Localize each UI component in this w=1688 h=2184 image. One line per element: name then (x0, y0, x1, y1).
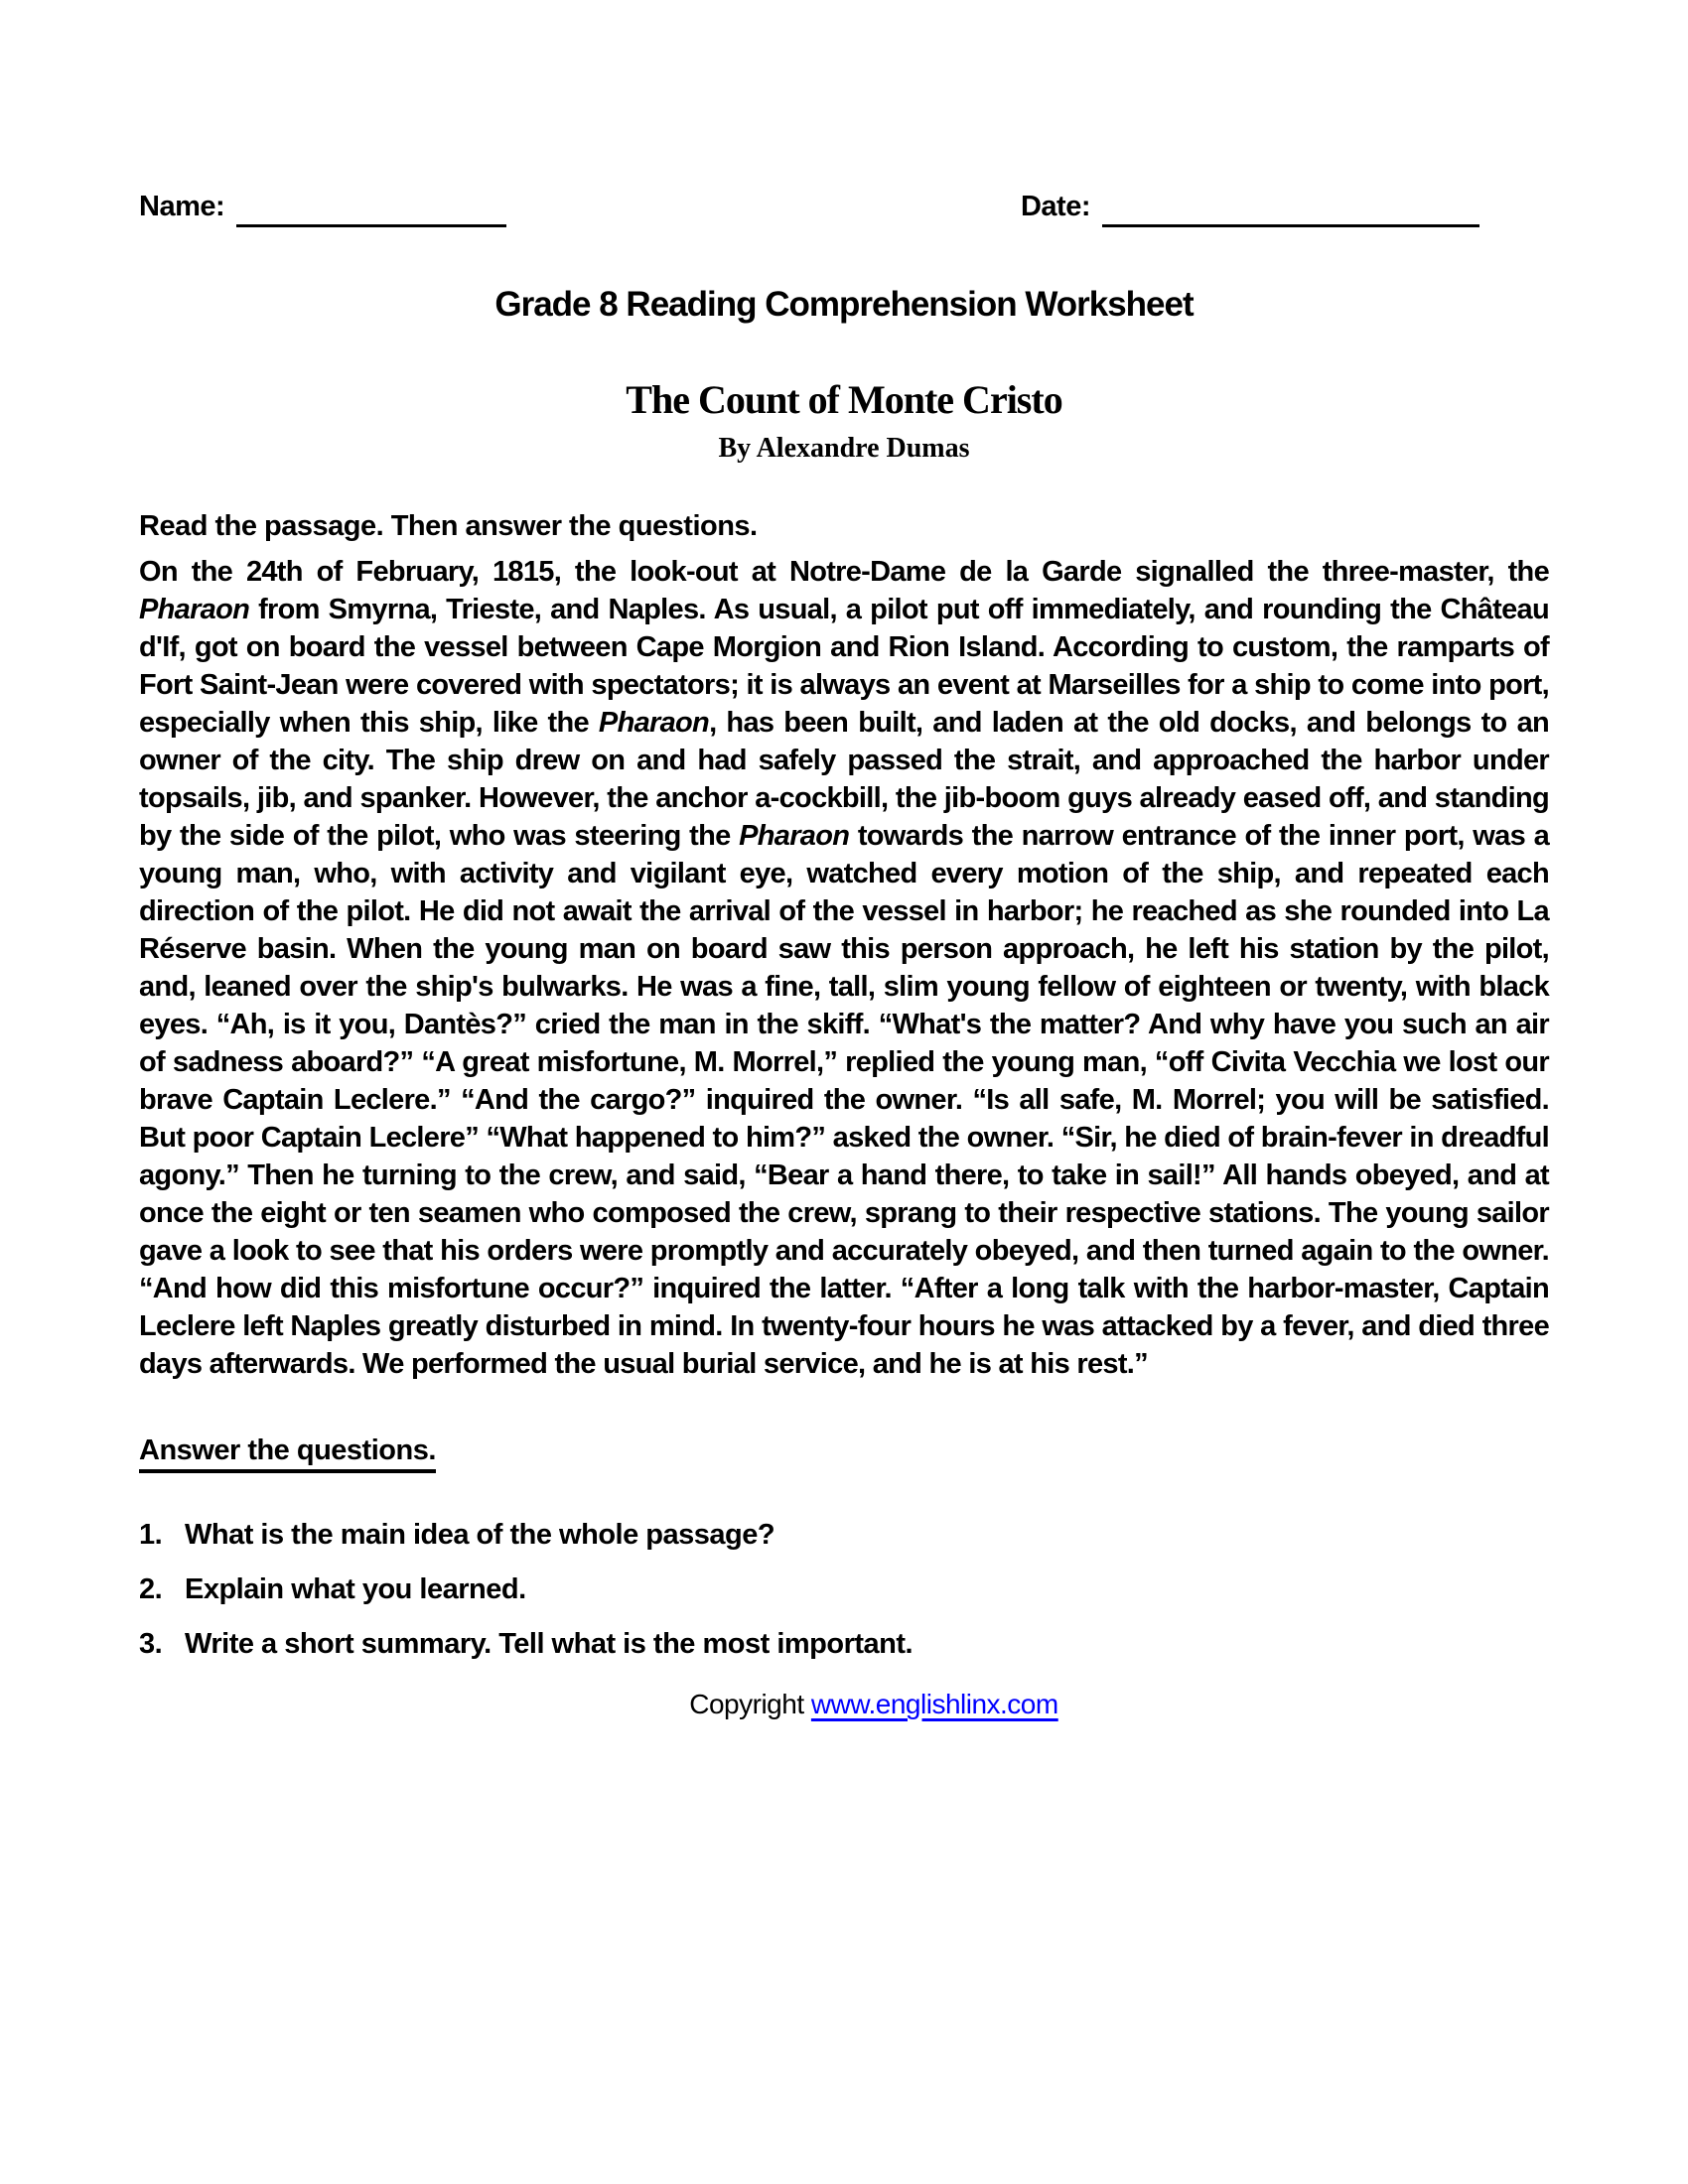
question-number: 2. (139, 1573, 163, 1605)
name-label: Name: (139, 191, 225, 222)
date-label: Date: (1020, 191, 1090, 222)
question-number: 3. (139, 1628, 163, 1660)
question-item (139, 1517, 1549, 1554)
name-blank-line (236, 191, 506, 227)
answer-questions-heading: Answer the questions. (139, 1434, 1549, 1473)
question-number: 1. (139, 1519, 163, 1551)
passage-text: On the 24th of February, 1815, the look-out at Notre-Dame de la Garde signalled the three-master, the Pharaon from Smyrna, Trieste, and Naples. As usual, a pilot put off immediately, and rounding the Château d'If, got on board the vessel between Cape Morgion and Rion Island. According to custom, the ramparts of Fort Saint-Jean were covered with spectators; it is always an event at Marseilles for a ship to come into port, especially when this ship, like the Pharaon, has been built, and laden at the old docks, and belongs to an owner of the city. The ship drew on and had safely passed the strait, and approached the harbor under topsails, jib, and spanker. However, the anchor a-cockbill, the jib-boom guys already eased off, and standing by the side of the pilot, who was steering the Pharaon towards the narrow entrance of the inner port, was a young man, who, with activity and vigilant eye, watched every motion of the ship, and repeated each direction of the pilot. He did not await the arrival of the vessel in harbor; he reached as she rounded into La Réserve basin. When the young man on board saw this person approach, he left his station by the pilot, and, leaned over the ship's bulwarks. He was a fine, tall, slim young fellow of eighteen or twenty, with black eyes. “Ah, is it you, Dantès?” cried the man in the skiff. “What's the matter? And why have you such an air of sadness aboard?” “A great misfortune, M. Morrel,” replied the young man, “off Civita Vecchia we lost our brave Captain Leclere.” “And the cargo?” inquired the owner. “Is all safe, M. Morrel; you will be satisfied. But poor Captain Leclere” “What happened to him?” asked the owner. “Sir, he died of brain-fever in dreadful agony.” Then he turning to the crew, and said, “Bear a hand there, to take in sail!” All hands obeyed, and at once the eight or ten seamen who composed the crew, sprang to their respective stations. The young sailor gave a look to see that his orders were promptly and accurately obeyed, and then turned again to the owner. “And how did this misfortune occur?” inquired the latter. “After a long talk with the harbor-master, Captain Leclere left Naples greatly disturbed in mind. In twenty-four hours he was attacked by a fever, and died three days afterwards. We performed the usual burial service, and he is at his rest.” (139, 556, 1550, 1380)
date-field (1021, 191, 1479, 227)
passage-title: The Count of Monte Cristo (626, 377, 1062, 422)
worksheet-title: Grade 8 Reading Comprehension Worksheet (494, 285, 1194, 324)
question-item (139, 1626, 1549, 1663)
question-item (139, 1571, 1549, 1608)
name-field (139, 191, 506, 227)
question-text: Explain what you learned. (185, 1573, 526, 1605)
copyright-footer (199, 1689, 1549, 1720)
passage-author: By Alexandre Dumas (718, 433, 970, 464)
question-list (139, 1517, 1549, 1663)
question-text: What is the main idea of the whole passage? (185, 1519, 775, 1551)
passage-instruction: Read the passage. Then answer the questions. (139, 510, 758, 542)
name-date-row (139, 191, 1479, 227)
copyright-label: Copyright (689, 1689, 811, 1719)
date-blank-line (1102, 191, 1479, 227)
question-text: Write a short summary. Tell what is the most important. (185, 1628, 914, 1660)
englishlinx-link[interactable]: www.englishlinx.com (810, 1689, 1058, 1719)
